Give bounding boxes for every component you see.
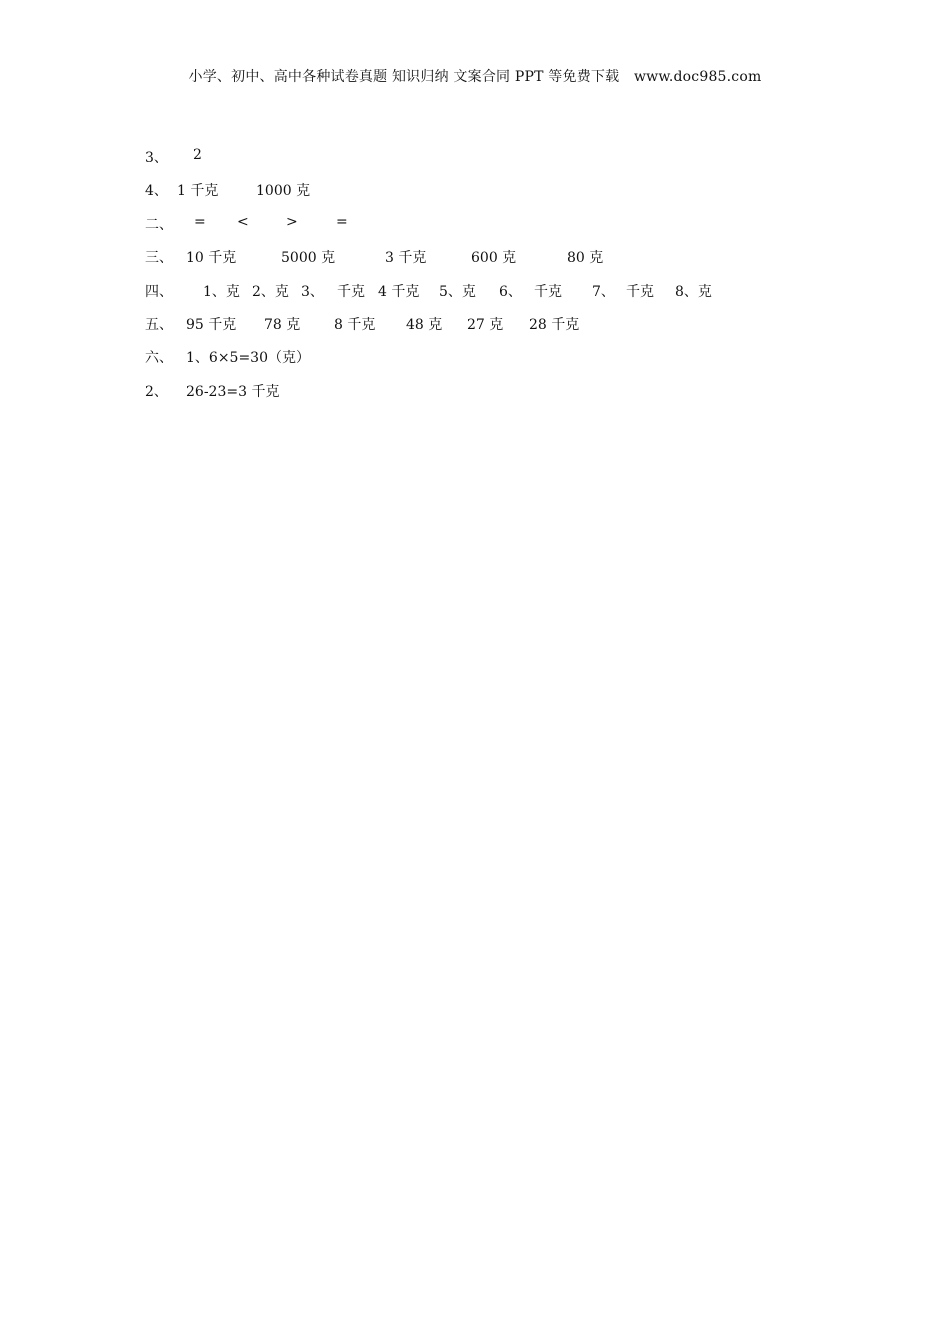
answer-value: 8 千克 [334,316,376,333]
answer-value: 8、克 [675,283,712,300]
comparison-sign: > [286,213,298,230]
answer-value: 26-23=3 千克 [186,383,280,400]
answer-line-section-5 [145,314,845,347]
answer-value: 2、克 [252,283,289,300]
answer-value: 5、克 [439,283,476,300]
answer-value: 600 克 [471,250,517,267]
answer-value: 80 克 [567,250,604,267]
answer-value: 78 克 [264,316,301,333]
answer-line-section-2 [145,214,845,247]
item-number: 3、 [145,150,168,166]
section-number: 四、 [145,283,173,300]
header-url: www.doc985.com [633,69,762,85]
answer-value: 1、6×5=30（克） [186,350,310,367]
answer-value: 1、克 [203,283,240,300]
answer-line-section-6 [145,347,845,380]
answer-value: 1000 克 [256,183,311,200]
answer-value: 95 千克 [186,316,237,333]
comparison-sign: < [237,213,249,230]
comparison-sign: = [194,213,206,230]
section-number: 三、 [145,250,173,267]
section-number: 五、 [145,316,173,333]
answer-line-4 [145,180,845,213]
answer-value: 27 克 [467,316,504,333]
answer-value: 28 千克 [529,316,580,333]
answer-list [145,147,845,414]
comparison-sign: = [336,213,348,230]
item-number: 2、 [145,383,168,400]
answer-line-6-2 [145,381,845,414]
answer-value: 7、 [592,283,615,300]
answer-value: 4 千克 [378,283,420,300]
section-number: 二、 [145,216,173,233]
answer-value: 5000 克 [281,250,336,267]
page-header [0,66,950,86]
answer-value: 1 千克 [177,183,219,200]
item-number: 4、 [145,183,168,200]
answer-value: 千克 [626,283,654,300]
answer-line-section-4 [145,281,845,314]
answer-value: 千克 [337,283,365,300]
answer-value: 千克 [534,283,562,300]
answer-value: 10 千克 [186,250,237,267]
answer-line-3 [145,147,845,180]
answer-value: 3 千克 [385,250,427,267]
section-number: 六、 [145,350,173,367]
answer-value: 6、 [499,283,522,300]
answer-line-section-3 [145,247,845,280]
answer-value: 2 [193,147,202,163]
header-text: 小学、初中、高中各种试卷真题 知识归纳 文案合同 PPT 等免费下载 [188,69,620,85]
answer-value: 3、 [301,283,324,300]
answer-value: 48 克 [406,316,443,333]
